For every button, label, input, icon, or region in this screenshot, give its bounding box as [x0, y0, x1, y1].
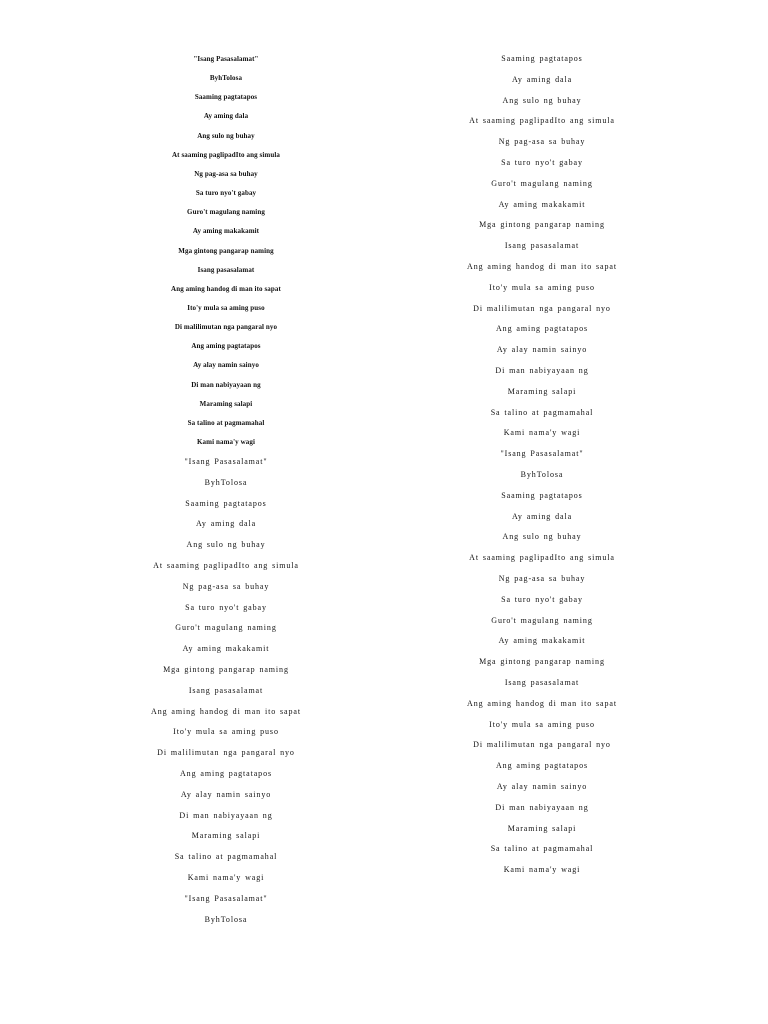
- lyric-line: Ay aming dala: [511, 511, 573, 521]
- lyric-line: Ng pag-asa sa buhay: [498, 574, 586, 583]
- lyric-line: Ay aming dala: [195, 519, 257, 529]
- lyric-line: Mga gintong pangarap naming: [479, 220, 605, 230]
- lyric-line: Mga gintong pangarap naming: [163, 665, 289, 674]
- lyric-line: Ay aming makakamit: [182, 644, 270, 654]
- lyric-line: Guro't magulang naming: [175, 623, 277, 633]
- lyric-line: ByhTolosa: [204, 477, 248, 487]
- lyric-line: Ito'y mula sa aming puso: [187, 303, 265, 312]
- lyric-line: Guro't magulang naming: [491, 615, 593, 625]
- lyric-line: Di malilimutan nga pangaral nyo: [473, 740, 611, 750]
- lyric-line: Ang sulo ng buhay: [197, 131, 255, 140]
- lyric-line: Mga gintong pangarap naming: [178, 246, 274, 255]
- lyric-line: Ito'y mula sa aming puso: [489, 282, 595, 292]
- lyric-line: "Isang Pasasalamat": [500, 449, 584, 459]
- lyric-line: Ay alay namin sainyo: [496, 345, 588, 355]
- lyric-line: Di malilimutan nga pangaral nyo: [473, 303, 611, 313]
- lyric-line: Kami nama'y wagi: [503, 428, 581, 438]
- lyric-line: Ang aming handog di man ito sapat: [151, 706, 301, 716]
- lyric-line: At saaming paglipadIto ang simula: [153, 561, 299, 570]
- lyric-line: Kami nama'y wagi: [503, 865, 581, 875]
- lyric-line: Ay alay namin sainyo: [193, 361, 259, 370]
- lyric-line: Ay aming makakamit: [498, 199, 586, 209]
- lyric-line: Saaming pagtatapos: [194, 93, 258, 102]
- lyric-line: Ang aming handog di man ito sapat: [467, 698, 617, 708]
- lyric-line: Maraming salapi: [191, 831, 261, 841]
- lyric-line: Guro't magulang naming: [187, 208, 265, 217]
- lyric-line: At saaming paglipadIto ang simula: [469, 553, 615, 563]
- lyric-line: Sa talino at pagmamahal: [174, 852, 278, 862]
- lyric-line: Sa talino at pagmamahal: [490, 407, 594, 417]
- lyric-line: "Isang Pasasalamat": [184, 457, 268, 466]
- lyric-line: Ang sulo ng buhay: [186, 540, 266, 550]
- lyric-line: Di malilimutan nga pangaral nyo: [174, 323, 278, 332]
- lyric-line: Ang aming pagtatapos: [496, 761, 588, 771]
- lyric-line: Ay alay namin sainyo: [496, 782, 588, 791]
- lyric-line: Isang pasasalamat: [504, 678, 580, 687]
- lyric-line: Ay aming makakamit: [192, 227, 260, 236]
- lyric-line: Sa turo nyo't gabay: [501, 158, 583, 167]
- lyric-line: Di man nabiyayaan ng: [495, 366, 589, 375]
- lyric-line: ByhTolosa: [204, 914, 248, 924]
- lyric-line: Sa talino at pagmamahal: [187, 418, 265, 427]
- lyric-line: Kami nama'y wagi: [197, 438, 255, 446]
- lyric-line: Ng pag-asa sa buhay: [194, 169, 258, 178]
- lyric-line: Ito'y mula sa aming puso: [173, 727, 279, 737]
- lyric-line: Ay alay namin sainyo: [180, 789, 272, 799]
- lyric-line: Ay aming dala: [511, 74, 573, 84]
- lyric-line: Maraming salapi: [199, 399, 253, 408]
- lyric-line: "Isang Pasasalamat": [184, 893, 268, 903]
- lyric-line: Sa turo nyo't gabay: [185, 602, 267, 612]
- lyric-line: Di man nabiyayaan ng: [191, 380, 261, 389]
- lyric-line: Saaming pagtatapos: [501, 54, 583, 63]
- lyric-line: ByhTolosa: [520, 470, 564, 479]
- lyric-line: Ang aming handog di man ito sapat: [467, 262, 617, 271]
- lyric-line: Sa turo nyo't gabay: [501, 594, 583, 604]
- lyric-line: Ay aming dala: [203, 112, 249, 121]
- lyric-line: Maraming salapi: [507, 386, 577, 396]
- lyric-line: At saaming paglipadIto ang simula: [172, 150, 280, 159]
- lyric-line: Ang sulo ng buhay: [502, 95, 582, 105]
- lyric-line: Maraming salapi: [507, 823, 577, 833]
- lyric-line: Di man nabiyayaan ng: [495, 802, 589, 812]
- lyric-line: Ang aming pagtatapos: [496, 324, 588, 334]
- lyric-line: Ang aming handog di man ito sapat: [171, 284, 281, 293]
- lyric-line: Ang aming pagtatapos: [180, 769, 272, 778]
- lyric-line: Kami nama'y wagi: [187, 873, 265, 882]
- lyric-line: Sa talino at pagmamahal: [490, 844, 594, 854]
- lyric-line: Saaming pagtatapos: [185, 498, 267, 508]
- lyric-line: Isang pasasalamat: [188, 685, 264, 695]
- lyric-line: Saaming pagtatapos: [501, 490, 583, 500]
- lyric-line: Ng pag-asa sa buhay: [182, 581, 270, 591]
- lyric-line: Di malilimutan nga pangaral nyo: [157, 748, 295, 758]
- lyric-line: Isang pasasalamat: [197, 265, 255, 274]
- lyric-line: "Isang Pasasalamat": [193, 55, 259, 63]
- lyric-line: Isang pasasalamat: [504, 241, 580, 251]
- lyric-line: Ay aming makakamit: [498, 636, 586, 646]
- lyric-line: Ito'y mula sa aming puso: [489, 719, 595, 729]
- lyric-line: Di man nabiyayaan ng: [179, 810, 273, 820]
- lyric-line: ByhTolosa: [209, 74, 243, 83]
- lyric-line: Sa turo nyo't gabay: [195, 189, 257, 198]
- lyric-line: Mga gintong pangarap naming: [479, 657, 605, 667]
- lyric-line: Ang aming pagtatapos: [191, 342, 261, 351]
- lyric-line: Ang sulo ng buhay: [502, 532, 582, 542]
- lyric-line: At saaming paglipadIto ang simula: [469, 116, 615, 126]
- lyric-line: Ng pag-asa sa buhay: [498, 137, 586, 147]
- lyric-line: Guro't magulang naming: [491, 178, 593, 188]
